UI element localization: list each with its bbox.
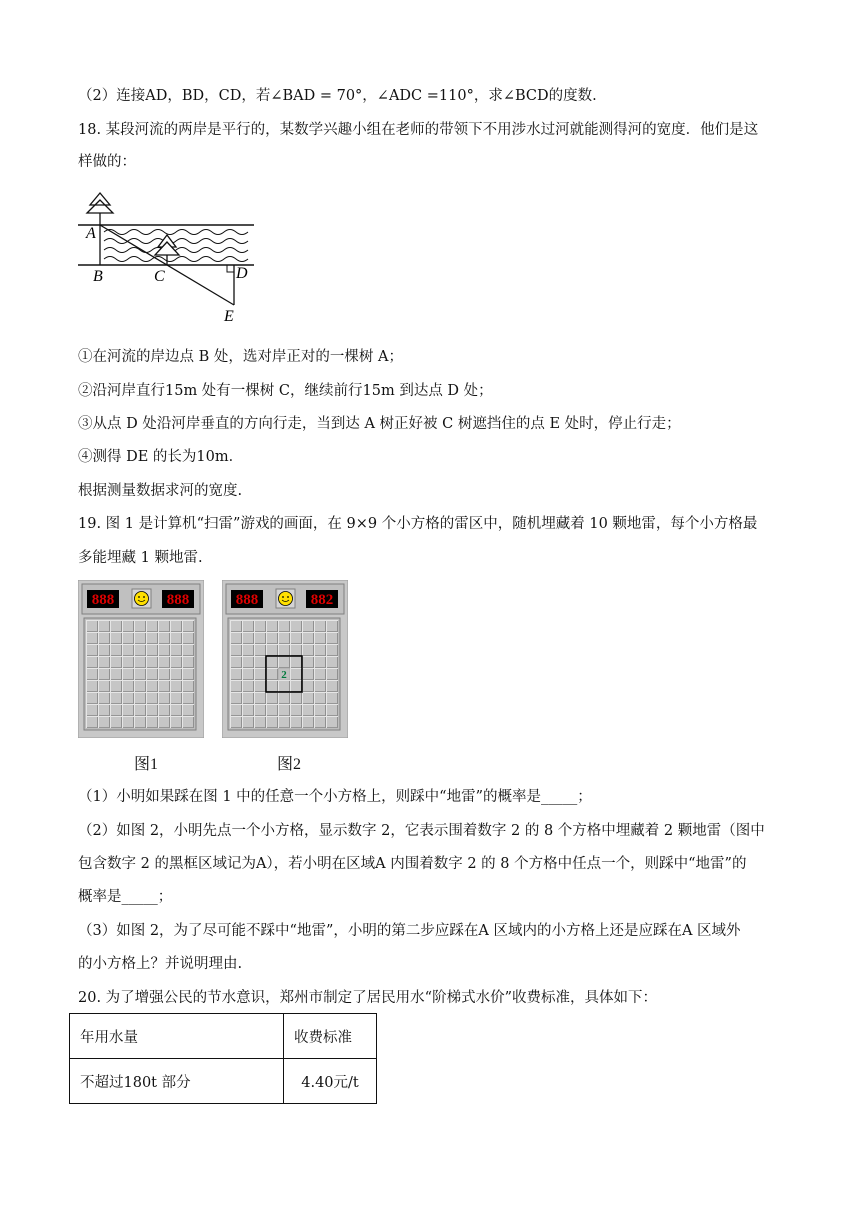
grid-cell[interactable] bbox=[255, 645, 266, 656]
label-e: E bbox=[224, 308, 234, 325]
q18-intro-line2: 样做的： bbox=[78, 154, 136, 170]
grid-cell[interactable] bbox=[267, 693, 278, 704]
grid-cell[interactable] bbox=[147, 681, 158, 692]
grid-cell[interactable] bbox=[315, 633, 326, 644]
q19-intro-line2: 多能埋藏 1 颗地雷. bbox=[78, 550, 203, 566]
grid-cell[interactable] bbox=[171, 693, 182, 704]
cell-usage-tier: 不超过180t 部分 bbox=[70, 1059, 284, 1104]
grid-cell[interactable] bbox=[183, 645, 194, 656]
q19-part3-line1: （3）如图 2，为了尽可能不踩中“地雷”，小明的第二步应踩在A 区域内的小方格上还是应踩在A 区域外 bbox=[78, 923, 741, 939]
grid-cell[interactable] bbox=[291, 621, 302, 632]
grid-cell[interactable] bbox=[99, 681, 110, 692]
grid-cell[interactable] bbox=[183, 681, 194, 692]
grid-cell[interactable] bbox=[87, 657, 98, 668]
q18-step1: ①在河流的岸边点 B 处，选对岸正对的一棵树 A； bbox=[78, 349, 403, 365]
grid-cell[interactable] bbox=[267, 681, 278, 692]
grid-cell[interactable] bbox=[123, 621, 134, 632]
grid-cell[interactable] bbox=[111, 621, 122, 632]
q19-part1: （1）小明如果踩在图 1 中的任意一个小方格上，则踩中“地雷”的概率是_____； bbox=[78, 789, 592, 805]
grid-cell[interactable] bbox=[87, 645, 98, 656]
grid-cell[interactable] bbox=[183, 657, 194, 668]
grid-cell[interactable] bbox=[303, 657, 314, 668]
grid-cell[interactable] bbox=[99, 717, 110, 728]
grid-cell[interactable] bbox=[231, 705, 242, 716]
grid-cell[interactable] bbox=[303, 621, 314, 632]
grid-cell[interactable] bbox=[291, 705, 302, 716]
grid-cell[interactable] bbox=[291, 657, 302, 668]
grid-cell[interactable] bbox=[159, 693, 170, 704]
grid-cell[interactable] bbox=[99, 657, 110, 668]
grid-cell[interactable] bbox=[231, 717, 242, 728]
timer-counter-digits: 882 bbox=[310, 592, 334, 608]
grid-cell[interactable] bbox=[231, 693, 242, 704]
grid-cell[interactable] bbox=[99, 633, 110, 644]
grid-cell[interactable] bbox=[159, 645, 170, 656]
water-fee-table bbox=[69, 1013, 377, 1104]
grid-cell[interactable] bbox=[87, 693, 98, 704]
grid-cell[interactable] bbox=[291, 681, 302, 692]
cell-number: 2 bbox=[281, 669, 287, 681]
grid-cell[interactable] bbox=[279, 681, 290, 692]
grid-cell[interactable] bbox=[171, 645, 182, 656]
grid-cell[interactable] bbox=[111, 717, 122, 728]
table-row bbox=[70, 1059, 377, 1104]
label-a: A bbox=[86, 225, 96, 242]
grid-cell[interactable] bbox=[99, 645, 110, 656]
right-angle-mark bbox=[227, 265, 234, 272]
grid-cell[interactable] bbox=[267, 657, 278, 668]
grid-cell[interactable] bbox=[303, 669, 314, 680]
grid-cell[interactable] bbox=[147, 669, 158, 680]
grid-cell[interactable] bbox=[327, 633, 338, 644]
grid-cell[interactable] bbox=[123, 645, 134, 656]
grid-cell[interactable] bbox=[279, 621, 290, 632]
grid-cell[interactable] bbox=[255, 705, 266, 716]
grid-cell[interactable] bbox=[243, 669, 254, 680]
q18-intro-line1: 18. 某段河流的两岸是平行的，某数学兴趣小组在老师的带领下不用涉水过河就能测得河的宽度．他们是这 bbox=[78, 122, 759, 138]
grid-cell[interactable] bbox=[315, 681, 326, 692]
q17-part2: （2）连接AD，BD，CD，若∠BAD = 70°，∠ADC =110°，求∠BCD的度数. bbox=[78, 88, 597, 104]
grid-cell[interactable] bbox=[87, 669, 98, 680]
q19-part2-line3: 概率是_____； bbox=[78, 889, 173, 905]
grid-cell[interactable] bbox=[183, 705, 194, 716]
grid-cell[interactable] bbox=[255, 693, 266, 704]
grid-cell[interactable] bbox=[255, 621, 266, 632]
grid-cell[interactable] bbox=[255, 633, 266, 644]
grid-cell[interactable] bbox=[159, 621, 170, 632]
grid-cell[interactable] bbox=[111, 681, 122, 692]
label-c: C bbox=[154, 268, 165, 285]
grid-cell[interactable] bbox=[327, 681, 338, 692]
grid-cell[interactable] bbox=[327, 705, 338, 716]
grid-cell[interactable] bbox=[327, 693, 338, 704]
grid-cell[interactable] bbox=[147, 693, 158, 704]
grid-cell[interactable] bbox=[327, 717, 338, 728]
grid-cell[interactable] bbox=[159, 657, 170, 668]
grid-cell[interactable] bbox=[243, 657, 254, 668]
grid-cell[interactable] bbox=[123, 705, 134, 716]
header-fee-standard: 收费标准 bbox=[284, 1014, 377, 1059]
grid-cell[interactable] bbox=[123, 657, 134, 668]
grid-cell[interactable] bbox=[231, 645, 242, 656]
river-waves bbox=[104, 230, 248, 262]
grid-cell[interactable] bbox=[291, 693, 302, 704]
q19-part3-line2: 的小方格上？并说明理由. bbox=[78, 956, 243, 972]
grid-cell[interactable] bbox=[315, 657, 326, 668]
grid-cell[interactable] bbox=[171, 621, 182, 632]
grid-cell[interactable] bbox=[243, 705, 254, 716]
grid-cell[interactable] bbox=[267, 645, 278, 656]
q18-step4: ④测得 DE 的长为10m． bbox=[78, 449, 244, 465]
grid-cell[interactable] bbox=[135, 681, 146, 692]
grid-cell[interactable] bbox=[123, 681, 134, 692]
grid-cell[interactable] bbox=[111, 633, 122, 644]
grid-cell[interactable] bbox=[267, 621, 278, 632]
grid-cell[interactable] bbox=[255, 681, 266, 692]
grid-cell[interactable] bbox=[303, 681, 314, 692]
grid-cell[interactable] bbox=[231, 681, 242, 692]
q19-intro-line1: 19. 图 1 是计算机“扫雷”游戏的画面，在 9×9 个小方格的雷区中，随机埋藏着 10 颗地雷，每个小方格最 bbox=[78, 516, 758, 532]
grid-cell[interactable] bbox=[255, 657, 266, 668]
grid-cell[interactable] bbox=[291, 645, 302, 656]
timer-counter-digits: 888 bbox=[166, 592, 190, 608]
grid-cell[interactable] bbox=[87, 717, 98, 728]
q19-part2-line1: （2）如图 2，小明先点一个小方格，显示数字 2，它表示围着数字 2 的 8 个方格中埋藏着 2 颗地雷（图中 bbox=[78, 823, 765, 839]
grid-cell[interactable] bbox=[327, 657, 338, 668]
grid-cell[interactable] bbox=[315, 705, 326, 716]
grid-cell[interactable] bbox=[291, 717, 302, 728]
grid-cell[interactable] bbox=[327, 645, 338, 656]
q18-ask: 根据测量数据求河的宽度. bbox=[78, 483, 243, 499]
grid-cell[interactable] bbox=[231, 669, 242, 680]
grid-cell[interactable] bbox=[147, 717, 158, 728]
grid-cell[interactable] bbox=[183, 717, 194, 728]
grid-cell[interactable] bbox=[111, 669, 122, 680]
label-d: D bbox=[236, 265, 248, 282]
tree-a-icon bbox=[87, 193, 113, 225]
grid-cell[interactable] bbox=[303, 645, 314, 656]
q20-intro: 20. 为了增强公民的节水意识，郑州市制定了居民用水“阶梯式水价”收费标准，具体如下： bbox=[78, 990, 657, 1006]
grid-cell[interactable] bbox=[231, 657, 242, 668]
grid-cell[interactable] bbox=[315, 669, 326, 680]
grid-cell[interactable] bbox=[183, 621, 194, 632]
grid-cell[interactable] bbox=[243, 621, 254, 632]
smiley-face-icon bbox=[279, 592, 293, 606]
grid-cell[interactable] bbox=[243, 645, 254, 656]
grid-cell[interactable] bbox=[135, 645, 146, 656]
mine-counter-digits: 888 bbox=[91, 592, 115, 608]
grid-cell[interactable] bbox=[159, 705, 170, 716]
grid-cell[interactable] bbox=[315, 621, 326, 632]
grid-cell[interactable] bbox=[147, 633, 158, 644]
grid-cell[interactable] bbox=[99, 621, 110, 632]
grid-cell[interactable] bbox=[135, 657, 146, 668]
grid-cell[interactable] bbox=[111, 645, 122, 656]
grid-cell[interactable] bbox=[327, 669, 338, 680]
grid-cell[interactable] bbox=[123, 717, 134, 728]
grid-cell[interactable] bbox=[171, 669, 182, 680]
grid-cell[interactable] bbox=[111, 705, 122, 716]
grid-cell[interactable] bbox=[255, 717, 266, 728]
grid-cell[interactable] bbox=[171, 681, 182, 692]
grid-cell[interactable] bbox=[159, 669, 170, 680]
grid-cell[interactable] bbox=[267, 669, 278, 680]
grid-cell[interactable] bbox=[147, 657, 158, 668]
grid-cell[interactable] bbox=[135, 621, 146, 632]
grid-cell[interactable] bbox=[243, 633, 254, 644]
grid-cell[interactable] bbox=[243, 681, 254, 692]
grid-cell[interactable] bbox=[303, 717, 314, 728]
grid-cell[interactable] bbox=[315, 645, 326, 656]
grid-cell[interactable] bbox=[99, 705, 110, 716]
grid-cell[interactable] bbox=[183, 633, 194, 644]
fig1-caption: 图1 bbox=[134, 756, 159, 773]
grid-cell[interactable] bbox=[183, 693, 194, 704]
grid-cell[interactable] bbox=[303, 705, 314, 716]
label-b: B bbox=[93, 268, 103, 285]
minesweeper-fig2 bbox=[222, 580, 348, 742]
grid-cell[interactable] bbox=[255, 669, 266, 680]
grid-cell[interactable] bbox=[171, 717, 182, 728]
grid-cell[interactable] bbox=[87, 705, 98, 716]
grid-cell[interactable] bbox=[123, 693, 134, 704]
grid-cell[interactable] bbox=[159, 633, 170, 644]
grid-cell[interactable] bbox=[111, 693, 122, 704]
grid-cell[interactable] bbox=[87, 621, 98, 632]
grid-cell[interactable] bbox=[87, 633, 98, 644]
grid-cell[interactable] bbox=[135, 705, 146, 716]
grid-cell[interactable] bbox=[159, 681, 170, 692]
grid-cell[interactable] bbox=[99, 693, 110, 704]
grid-cell[interactable] bbox=[303, 693, 314, 704]
grid-cell[interactable] bbox=[147, 645, 158, 656]
q19-part2-line2: 包含数字 2 的黑框区域记为A），若小明在区域A 内围着数字 2 的 8 个方格中任点一个，则踩中“地雷”的 bbox=[78, 856, 747, 872]
grid-cell[interactable] bbox=[123, 669, 134, 680]
grid-cell[interactable] bbox=[147, 621, 158, 632]
grid-cell[interactable] bbox=[123, 633, 134, 644]
cell-fee-rate: 4.40元/t bbox=[284, 1059, 377, 1104]
grid-cell[interactable] bbox=[279, 657, 290, 668]
grid-cell[interactable] bbox=[183, 669, 194, 680]
grid-cell[interactable] bbox=[291, 633, 302, 644]
grid-cell[interactable] bbox=[147, 705, 158, 716]
grid-cell[interactable] bbox=[87, 681, 98, 692]
grid-cell[interactable] bbox=[267, 633, 278, 644]
grid-cell[interactable] bbox=[135, 717, 146, 728]
grid-cell[interactable] bbox=[231, 633, 242, 644]
grid-cell[interactable] bbox=[171, 705, 182, 716]
grid-cell[interactable] bbox=[111, 657, 122, 668]
grid-cell[interactable] bbox=[135, 633, 146, 644]
grid-cell[interactable] bbox=[135, 693, 146, 704]
fig2-caption: 图2 bbox=[277, 756, 302, 773]
grid-cell[interactable] bbox=[315, 717, 326, 728]
q18-step2: ②沿河岸直行15m 处有一棵树 C，继续前行15m 到达点 D 处； bbox=[78, 383, 493, 399]
grid-cell[interactable] bbox=[267, 717, 278, 728]
grid-cell[interactable] bbox=[279, 717, 290, 728]
q18-step3: ③从点 D 处沿河岸垂直的方向行走，当到达 A 树正好被 C 树遮挡住的点 E 处时，停止行走； bbox=[78, 416, 681, 432]
grid-cell[interactable] bbox=[171, 633, 182, 644]
grid-cell[interactable] bbox=[171, 657, 182, 668]
grid-cell[interactable] bbox=[135, 669, 146, 680]
grid-cell[interactable] bbox=[279, 693, 290, 704]
grid-cell[interactable] bbox=[267, 705, 278, 716]
grid-cell[interactable] bbox=[303, 633, 314, 644]
grid-cell[interactable] bbox=[231, 621, 242, 632]
grid-cell[interactable] bbox=[291, 669, 302, 680]
mine-counter-digits: 888 bbox=[235, 592, 259, 608]
grid-cell[interactable] bbox=[243, 717, 254, 728]
grid-cell[interactable] bbox=[327, 621, 338, 632]
grid-cell[interactable] bbox=[279, 633, 290, 644]
table-header-row bbox=[70, 1014, 377, 1059]
smiley-face-icon bbox=[135, 592, 149, 606]
grid-cell[interactable] bbox=[99, 669, 110, 680]
grid-cell[interactable] bbox=[315, 693, 326, 704]
grid-cell[interactable] bbox=[279, 645, 290, 656]
grid-cell[interactable] bbox=[279, 705, 290, 716]
river-figure bbox=[70, 185, 270, 325]
minesweeper-fig1 bbox=[78, 580, 204, 742]
grid-cell[interactable] bbox=[243, 693, 254, 704]
header-annual-usage: 年用水量 bbox=[70, 1014, 284, 1059]
grid-cell[interactable] bbox=[159, 717, 170, 728]
